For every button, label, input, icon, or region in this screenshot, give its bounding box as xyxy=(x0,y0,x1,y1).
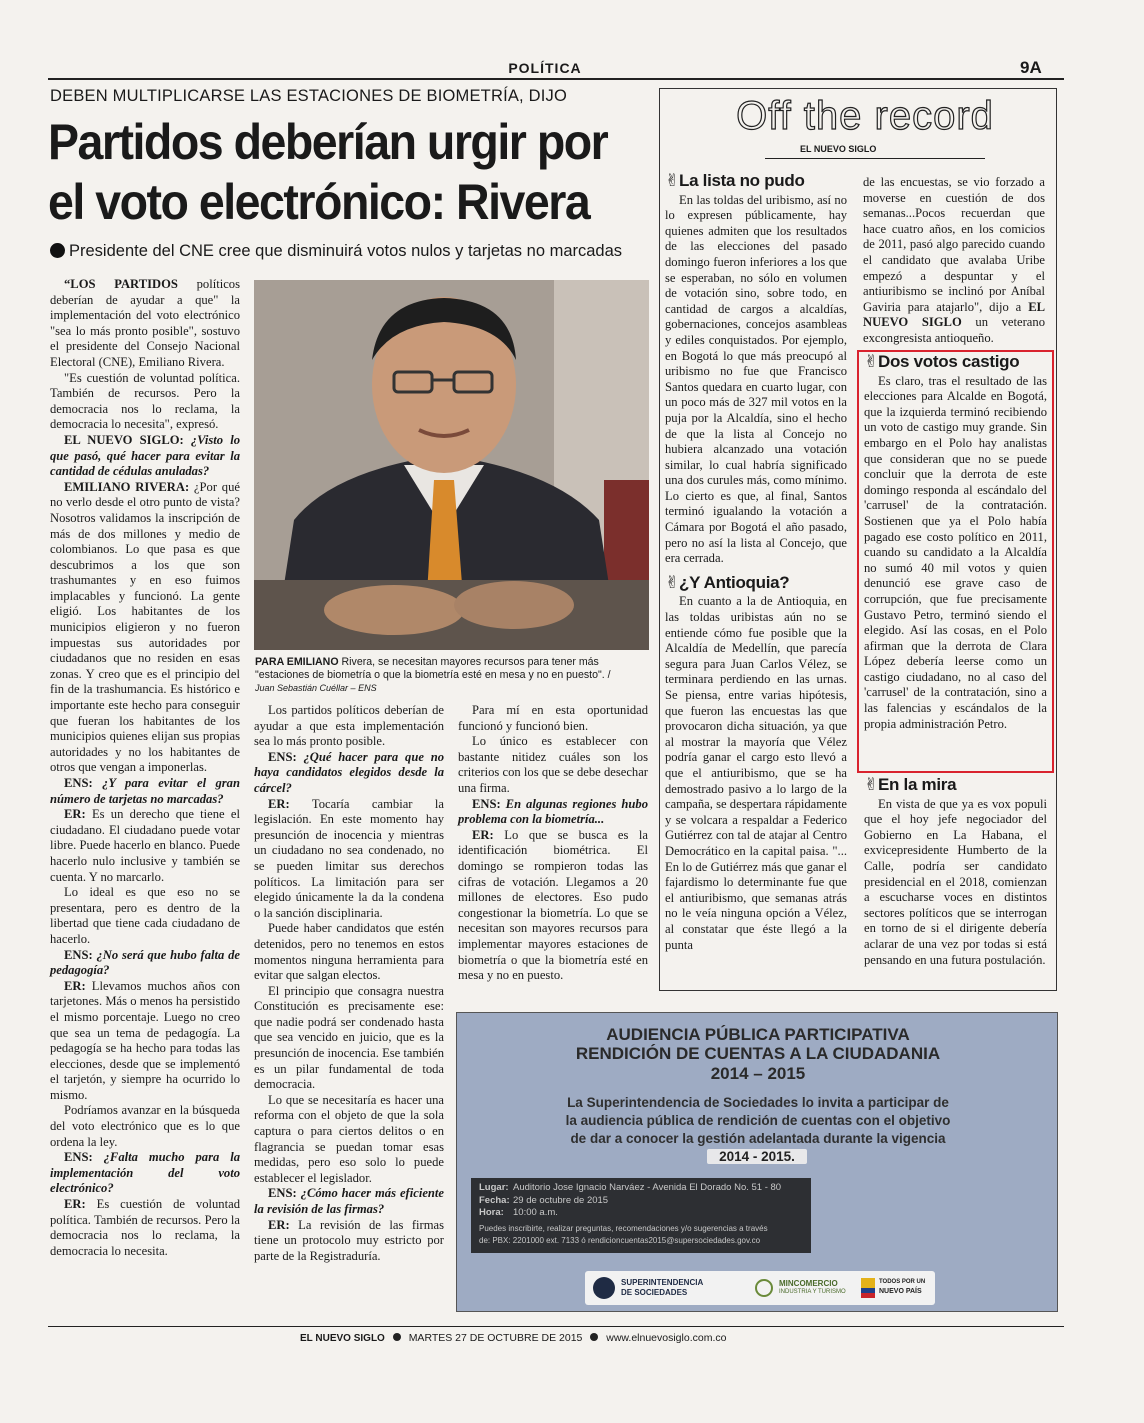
footer-bullet-icon xyxy=(590,1333,598,1341)
paragraph xyxy=(50,1197,240,1259)
paragraph-lead: ER: xyxy=(64,1197,86,1212)
otr-section-heading-text: ¿Y Antioquia? xyxy=(679,572,790,592)
paragraph-text: Llevamos muchos años con tarjetones. Más o menos ha persistido el mismo porcentaje. Luego no creo que sea un tema de pedagogía. La pedagogía se ha hecho para todas las elecciones, desde que se implementó el tarjetón, y siempre ha ocurrido lo mismo. xyxy=(50,978,240,1102)
paragraph xyxy=(458,703,648,734)
otr-rule xyxy=(765,158,985,159)
paragraph xyxy=(50,807,240,885)
footer-url: www.elnuevosiglo.com.co xyxy=(606,1332,727,1344)
off-the-record-column-a xyxy=(665,173,847,953)
question-text: ¿Cómo hacer más eficiente la revisión de las firmas? xyxy=(254,1186,444,1216)
ad-info-panel xyxy=(471,1178,811,1253)
question-text: ¿Qué hacer para que no haya candidatos elegidos desde la cárcel? xyxy=(254,749,444,795)
ad-body-2: la audiencia pública de rendición de cuentas con el objetivo xyxy=(565,1113,951,1128)
ad-title-2: RENDICIÓN DE CUENTAS A LA CIUDADANIA xyxy=(575,1044,941,1063)
paragraph xyxy=(458,828,648,984)
ad-body-3: de dar a conocer la gestión adelantada durante la vigencia xyxy=(570,1131,946,1146)
supersociedades-logo-icon xyxy=(593,1277,615,1299)
paragraph-text: Lo ideal es que eso no se presentara, pero es dentro de la libertad que tiene cada ciudadano de hacerlo. xyxy=(50,885,240,946)
highlight-heading xyxy=(864,354,1047,370)
paragraph-text: Es cuestión de voluntad política. También de recursos. Pero la democracia nos lo reclama, la democracia lo necesita. xyxy=(50,1197,240,1258)
paragraph xyxy=(50,885,240,947)
paragraph-text: El principio que consagra nuestra Constitución es precisamente ese: que nadie podrá ser condenado hasta que sea vencido en juicio, que es la presunción de inocencia. Ese también es un pilar fundamental de toda democracia. xyxy=(254,983,444,1092)
question-speaker: ENS: xyxy=(268,749,297,764)
off-the-record-brand: EL NUEVO SIGLO xyxy=(800,144,877,154)
ad-note-1: Puedes inscribirte, realizar preguntas, recomendaciones y/o sugerencias a través xyxy=(479,1223,768,1233)
paragraph-text: Lo que se busca es la identificación biométrica. El domingo se rompieron todas las cifras de votación. Llegamos a 20 millones de electores. Eso pudo congestionar la biometría. Lo que se necesitan son mayores recursos para implementar mayores estaciones de biometría o que la biometría esté en mesa y no en puesto. xyxy=(458,827,648,983)
paragraph-lead: ER: xyxy=(268,1217,290,1232)
article-column-3 xyxy=(458,703,648,984)
ad-body-1: La Superintendencia de Sociedades lo invita a participar de xyxy=(567,1095,949,1110)
highlight-text: Es claro, tras el resultado de las elecciones para Alcalde en Bogotá, que la izquierda terminó recibiendo un voto de castigo muy grande. Sin embargo en el Polo hay analistas que consideran que no se puede concluir que la derrota de este domingo responda al escándalo del 'carrusel' de la contratación. Sostienen que ya el Polo había pagado ese costo político en 2011, cuando su candidato a la Alcaldía no sumó 40 mil votos y quien denunció ese grave caso de corrupción, que fue precisamente Gustavo Petro, terminó siendo el elegido. Así las cosas, en el Polo afirman que la derrota de Clara López debería leerse como un castigo ciudadano, no al caso del 'carrusel' de la contratación, sino a las falencias y escándalos de la propia administración Petro. xyxy=(864,373,1047,731)
question-speaker: ENS: xyxy=(268,1186,297,1201)
ad-lugar-label: Lugar: xyxy=(479,1182,509,1193)
interview-question xyxy=(50,948,240,979)
nuevo-pais-logo-icon xyxy=(861,1278,875,1298)
ad-fecha: 29 de octubre de 2015 xyxy=(513,1194,609,1206)
otr-section-heading xyxy=(665,572,847,592)
paragraph xyxy=(254,703,444,750)
paragraph-text: Tocaría cambiar la legislación. En este momento hay presunción de inocencia y mientras un ciudadano no sea condenado, no se pueden limitar sus derechos políticos. La limitación para ser elegido únicamente la da la condena o la sanción disciplinaria. xyxy=(254,796,444,920)
interview-question xyxy=(50,776,240,807)
advertisement xyxy=(456,1012,1058,1312)
question-text: ¿Visto lo que pasó, qué hacer para evitar la cantidad de cédulas anuladas? xyxy=(50,432,240,479)
paragraph xyxy=(254,921,444,983)
peace-hand-icon: ✌ xyxy=(864,775,878,794)
ad-title-1: AUDIENCIA PÚBLICA PARTICIPATIVA xyxy=(606,1025,910,1044)
otr-b-brand: EL NUEVO SIGLO xyxy=(863,299,1045,330)
interview-question xyxy=(50,433,240,480)
logo2-line2: INDUSTRIA Y TURISMO xyxy=(779,1289,846,1295)
interview-question xyxy=(254,1186,444,1217)
article-column-2 xyxy=(254,703,444,1264)
mira-heading xyxy=(864,777,1047,793)
section-label: POLÍTICA xyxy=(508,60,582,76)
mira-heading-text: En la mira xyxy=(878,775,957,794)
page-number: 9A xyxy=(1020,58,1042,77)
ad-lugar: Auditorio Jose Ignacio Narváez - Avenida El Dorado No. 51 - 80 xyxy=(513,1182,782,1193)
mira-section xyxy=(864,777,1047,968)
paragraph-text: Los partidos políticos deberían de ayudar a que esta implementación sea lo más pronto posible. xyxy=(254,703,444,749)
otr-b-top-end: un veterano excongresista antioqueño. xyxy=(863,315,1045,345)
colombia-seal-icon xyxy=(755,1279,773,1297)
article-column-1 xyxy=(50,277,240,1259)
photo-caption-text: Rivera, se necesitan mayores recursos para tener más "estaciones de biometría o que la biometría esté en mesa y no en puesto". / xyxy=(255,656,611,681)
paragraph xyxy=(254,797,444,922)
logo1-line2: DE SOCIEDADES xyxy=(621,1288,688,1297)
paragraph-text: Lo único es establecer con bastante nitidez cuáles son los criterios con los que se debe desechar una firma. xyxy=(458,734,648,795)
portrait-figure xyxy=(254,280,649,650)
paragraph-lead: ER: xyxy=(64,807,86,822)
peace-hand-icon: ✌ xyxy=(864,352,878,371)
logo1-line1: SUPERINTENDENCIA xyxy=(621,1278,704,1287)
paragraph xyxy=(458,734,648,796)
paragraph xyxy=(254,1093,444,1187)
paragraph-lead: “LOS PARTIDOS xyxy=(64,277,178,291)
subhead xyxy=(50,242,650,261)
headline-line-2: el voto electrónico: Rivera xyxy=(48,174,590,230)
question-text: En algunas regiones hubo problema con la biometría... xyxy=(458,796,648,827)
paragraph xyxy=(254,1218,444,1265)
footer-rule xyxy=(48,1326,1064,1327)
otr-paragraph: En las toldas del uribismo, así no lo expresen públicamente, hay quienes admiten que los resultados de las elecciones del pasado domingo fueron inferiores a los que se esperaban, no sólo en volumen de votación sino, sobre todo, en cantidad de cargos a alcaldías, gobernaciones, concejos asambleas y ediles conquistados. Por ejemplo, en Bogotá lo que más preocupó al uribismo no fue que Francisco Santos quedara en cuarto lugar, con un poco más de 327 mil votos en la puja por la Alcaldía, sino el hecho de que la lista al Concejo no hubiera alcanzado una votación similar, lo cual habría significado una dos curules más, como mínimo. Lo cierto es que, al final, Santos terminó igualando la votación a Cámara por Bogotá el año pasado, pero no así la lista al Concejo, que era cerrada. xyxy=(665,192,847,566)
photo-caption xyxy=(255,656,650,695)
question-speaker: ENS: xyxy=(64,1150,93,1165)
bullet-icon xyxy=(50,243,65,258)
question-speaker: ENS: xyxy=(472,796,501,811)
otr-paragraph: En cuanto a la de Antioquia, en las toldas uribistas aún no se entiende cómo fue posible que la Alcaldía de Medellín, que parecía segura para Juan Carlos Vélez, se terminara perdiendo en las urnas. Se piensa, entre varias hipótesis, que fueron las encuestas las que provocaron dicha situación, ya que al mostrar la mayoría que Vélez podría ganar el cargo esto llevó a que el antiuribismo, que se ha demostrado pasivo a lo largo de la campaña, se despertara rápidamente y se volcara a respaldar a Federico Gutiérrez con tal de atajar al Centro Democrático en la capital paisa. "... En lo de Gutiérrez más que ganar el fajardismo lo determinante fue que el antiuribismo, que semanas atrás no le veía ninguna opción a Vélez, al constatar que éste llegó a la punta xyxy=(665,594,847,952)
highlight-section xyxy=(864,354,1047,732)
question-speaker: ENS: xyxy=(64,947,93,962)
paragraph-text: Lo que se necesitaría es hacer una reforma con el objeto de que la sola captura o para ciertos delitos o en flagrancia se puedan tomar esas medidas, pero eso solo lo puede establecer el legislador. xyxy=(254,1092,444,1185)
paragraph xyxy=(50,979,240,1104)
article-photo xyxy=(254,280,649,650)
otr-b-top-text: de las encuestas, se vio forzado a moverse en cuestión de dos semanas...Pocos recuerdan que hace cuatro años, en los comicios de 2011, pasó algo parecido cuando el candidato que avalaba Uribe empezó a despuntar y el antiuribismo se inclinó por Aníbal Gaviria para atajarlo", dijo a xyxy=(863,175,1045,314)
paragraph xyxy=(50,277,240,371)
otr-section-heading xyxy=(665,173,847,189)
interview-question xyxy=(254,750,444,797)
question-text: ¿Y para evitar el gran número de tarjetas no marcadas? xyxy=(50,776,240,806)
question-text: ¿No será que hubo falta de pedagogía? xyxy=(50,947,240,978)
paragraph xyxy=(50,371,240,433)
footer-bullet-icon xyxy=(393,1333,401,1341)
question-text: ¿Falta mucho para la implementación del voto electrónico? xyxy=(50,1150,240,1196)
paragraph-lead: ER: xyxy=(268,796,290,811)
ad-hora-label: Hora: xyxy=(479,1207,504,1218)
paragraph xyxy=(50,480,240,776)
paragraph-text: Puede haber candidatos que estén detenidos, pero no tenemos en estos momentos ninguna herramienta para evitar que salgan electos. xyxy=(254,921,444,983)
interview-question xyxy=(50,1150,240,1197)
paragraph-lead: ER: xyxy=(64,978,86,993)
paragraph-text: "Es cuestión de voluntad política. También de recursos. Pero la democracia nos lo reclama, la democracia lo necesita", expresó. xyxy=(50,370,240,432)
ad-note-2: de: PBX: 2201000 ext. 7133 ó rendicioncuentas2015@supersociedades.gov.co xyxy=(479,1236,761,1245)
ad-hora: 10:00 a.m. xyxy=(513,1207,558,1218)
logo3-line2: NUEVO PAÍS xyxy=(879,1288,922,1295)
peace-hand-icon: ✌ xyxy=(665,572,679,592)
mira-text: En vista de que ya es vox populi que el hoy jefe negociador del Gobierno en La Habana, el exvicepresidente Humberto de la Calle, podría ser candidato presidencial en el 2018, comienzan a escucharse voces en distintos sectores políticos que se interrogan en torno de si el dirigente debería aclarar de una vez por todas si está pensando en una futura postulación. xyxy=(864,796,1047,967)
paragraph-text: políticos deberían de ayudar a que" la implementación del voto electrónico "sea lo más pronto posible", sostuvo el presidente del Consejo Nacional Electoral (CNE), Emiliano Rivera. xyxy=(50,277,240,369)
photo-caption-lead: PARA EMILIANO xyxy=(255,656,339,668)
ad-years-badge: 2014 - 2015. xyxy=(707,1149,807,1164)
paragraph xyxy=(254,984,444,1093)
subhead-text: Presidente del CNE cree que disminuirá votos nulos y tarjetas no marcadas xyxy=(69,242,623,260)
off-the-record-title: Off the record xyxy=(736,94,994,138)
kicker: DEBEN MULTIPLICARSE LAS ESTACIONES DE BIOMETRÍA, DIJO xyxy=(50,87,568,105)
header-rule xyxy=(48,78,1064,80)
footer-date: MARTES 27 DE OCTUBRE DE 2015 xyxy=(408,1332,583,1344)
paragraph-text: Es un derecho que tiene el ciudadano. El ciudadano puede votar libre. Puede hacerlo en blanco. Puede hacerlo nulo inclusive y también se cuenta. Y no marcarlo. xyxy=(50,807,240,884)
footer xyxy=(300,1332,860,1344)
highlight-heading-text: Dos votos castigo xyxy=(878,352,1020,371)
ad-logos-bar xyxy=(585,1271,935,1305)
question-speaker: ENS: xyxy=(64,776,93,790)
ad-years: 2014 – 2015 xyxy=(710,1064,806,1083)
paragraph-lead: EMILIANO RIVERA: xyxy=(64,479,190,494)
logo3-line1: TODOS POR UN xyxy=(879,1279,926,1285)
ad-fecha-label: Fecha: xyxy=(479,1194,510,1206)
paragraph-text: Podríamos avanzar en la búsqueda del voto electrónico que es lo que ordena la ley. xyxy=(50,1103,240,1149)
logo2-line1: MINCOMERCIO xyxy=(779,1279,838,1288)
interview-question xyxy=(458,797,648,828)
paragraph-text: Para mí en esta oportunidad funcionó y funcionó bien. xyxy=(458,703,648,733)
headline-line-1: Partidos deberían urgir por xyxy=(48,114,608,170)
footer-brand: EL NUEVO SIGLO xyxy=(300,1333,385,1344)
peace-hand-icon: ✌ xyxy=(665,171,679,190)
paragraph-lead: ER: xyxy=(472,827,494,842)
paragraph-text: La revisión de las firmas tiene un protocolo muy estricto por parte de la Registraduría. xyxy=(254,1217,444,1263)
photo-credit: Juan Sebastián Cuéllar – ENS xyxy=(255,683,377,693)
off-the-record-column-b-top xyxy=(863,175,1045,347)
paragraph-text: ¿Por qué no verlo desde el otro punto de vista? Nosotros validamos la inscripción de más de dos millones y medio de colombianos. Lo que pasa es que descubrimos a los que son trashumantes y en eso fuimos implacables y funcionó. La gente eligió. Los habitantes de los municipios eligieron y no fueron impuestas sus autoridades por ciudadanos que no residen en esas zonas. Y creo que es el principio del fin de la trashumancia. Es histórico e importante este hecho para conseguir que fueran los habitantes de los municipios quienes elijan sus propias autoridades y no los habitantes de otros que vengan a imponerlas. xyxy=(50,479,240,775)
question-speaker: EL NUEVO SIGLO: xyxy=(64,432,184,447)
otr-section-heading-text: La lista no pudo xyxy=(679,171,805,190)
paragraph xyxy=(50,1103,240,1150)
